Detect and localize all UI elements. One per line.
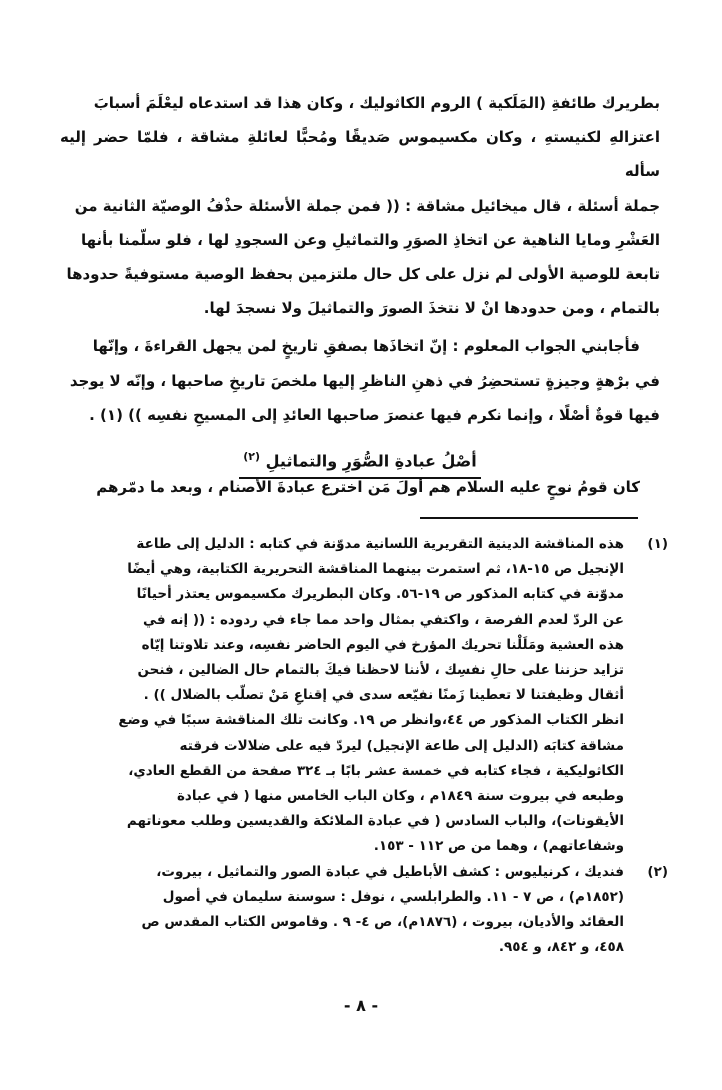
footnote-line: الكاثوليكية ، فجاء كتابه في خمسة عشر بابًا بـ ٣٢٤ صفحة من القطع العادي، bbox=[128, 762, 624, 779]
body-line: تابعة للوصية الأولى لم نزل على كل حال ملتزمين بحفظ الوصية مستوفيةً حدودها bbox=[66, 265, 660, 284]
body-line: جملة أسئلة ، قال ميخائيل مشاقة : (( فمن جملة الأسئلة حذْفُ الوصيّة الثانية من bbox=[74, 196, 660, 215]
section-heading-ref: (٢) bbox=[243, 450, 261, 463]
body-line: بالتمام ، ومن حدودها انْ لا نتخذَ الصورَ والتماثيلَ ولا نسجدَ لها. bbox=[203, 299, 660, 318]
footnote-text bbox=[56, 860, 624, 961]
section-first-line: كان قومُ نوحٍ عليه السلام هم أولَ مَن اخترع عبادةَ الأصنام ، وبعد ما دمّرهم bbox=[96, 478, 640, 496]
footnote-line: تزايد حزننا على حالِ نفسِك ، لأننا لاحظنا فيكَ بالتمام حال الضالين ، فنحن bbox=[137, 662, 624, 679]
footnote-text bbox=[56, 532, 624, 860]
body-line: في برْهةٍ وجيزةٍ تستحضِرُ في ذهنِ الناظرِ إليها ملخصَ تاريخِ صاحبها ، وإنّه لا يوجد bbox=[69, 371, 660, 390]
body-line: العَشْرِ ومايا الناهية عن اتخاذِ الصوَرِ والتماثيلِ وعن السجودِ لها ، فلو سلّمنا بأنها bbox=[80, 230, 660, 249]
footnote-line: هذه المناقشة الدينية التقريرية اللسانية مدوّنة في كتابه : الدليل إلى طاعة bbox=[136, 536, 624, 552]
footnote-line: أثقال وظيفتنا لا تعطينا زَمنًا نفيّعه سدى في إقناعِ مَنْ تصلّب بالضلال )) . bbox=[143, 687, 624, 704]
footnote-line: (١٨٥٢م) ، ص ٧ - ١١. والطرابلسي ، نوفل : سوسنة سليمان في أصول bbox=[162, 888, 624, 905]
footnote-line: وطبعه في بيروت سنة ١٨٤٩م ، وكان الباب الخامس منها ( في عبادة bbox=[176, 788, 624, 805]
body-line: فيها قوةٌ أصْلًا ، وإنما نكرم فيها عنصرَ صاحبها العائدِ إلى المسيحِ نفسِه )) (١) . bbox=[89, 405, 660, 424]
footnote-line: العقائد والأديان، بيروت ، (١٨٧٦م)، ص ٤- ٩ . وقاموس الكتاب المقدس ص bbox=[141, 914, 624, 931]
section-heading-title: أصْلُ عبادةِ الصُّوَرِ والتماثيلِ bbox=[265, 451, 477, 471]
footnote-number: (٢) bbox=[647, 863, 668, 880]
footnote-line: عن الردّ لعدم الفرصة ، واكتفي بمثال واحد مما جاء في ردوده : (( إنه في bbox=[143, 611, 624, 628]
footnote-line: فنديك ، كرنيليوس : كشف الأباطيل في عبادة الصور والتماثيل ، بيروت، bbox=[156, 863, 624, 880]
footnote-2 bbox=[56, 860, 668, 961]
body-line: فأجابني الجواب المعلوم : إنّ اتخاذَها بصفقِ تاريخٍ لمن يجهل القراءةَ ، وإنّها bbox=[92, 337, 640, 356]
footnote-number: (١) bbox=[647, 536, 668, 552]
footnote-line: انظر الكتاب المذكور ص ٤٤،وانظر ص ١٩. وكانت تلك المناقشة سببًا في وضع bbox=[118, 712, 624, 729]
footnote-1 bbox=[56, 532, 668, 860]
footnote-line: ٤٥٨، و ٨٤٢، و ٩٥٤. bbox=[498, 939, 624, 956]
footnote-line: الإنجيل ص ١٥-١٨، ثم استمرت بينهما المناقشة التحريرية الكتابية، وهي أيضًا bbox=[127, 561, 624, 578]
body-line: بطريرك طائفةِ (المَلَكية ) الروم الكاثوليك ، وكان هذا قد استدعاه ليعْلَمَ أسبابَ bbox=[93, 94, 660, 112]
footnote-line: الأيقونات)، والباب السادس ( في عبادة الملائكة والقديسين وطلب معوناتهم bbox=[126, 813, 624, 830]
page-number: - ٨ - bbox=[343, 996, 379, 1015]
footnote-line: مشاقة كتابَه (الدليل إلى طاعة الإنجيل) ليردّ فيه على ضلالات فرقته bbox=[179, 737, 624, 754]
main-text bbox=[60, 86, 660, 432]
footnote-line: وشفاعاتهم) ، وهما من ص ١١٢ - ١٥٣. bbox=[373, 838, 624, 855]
footnote-separator bbox=[420, 517, 638, 519]
footnote-line: هذه العشية ومَلَلْنا تحريك المؤرخ في اليوم الحاضر نفسِه، وعند تلاوتنا إيّاه bbox=[141, 636, 624, 653]
footnote-line: مدوّنة في كتابه المذكور ص ١٩-٥٦. وكان البطريرك مكسيموس يعتذر أحيانًا bbox=[136, 586, 624, 603]
footnotes bbox=[56, 532, 668, 960]
body-line: اعتزالهِ لكنيستهِ ، وكان مكسيموس صَديقًا ومُحبًّا لعائلةِ مشاقة ، فلمّا حضر إليه سأله bbox=[60, 128, 660, 181]
